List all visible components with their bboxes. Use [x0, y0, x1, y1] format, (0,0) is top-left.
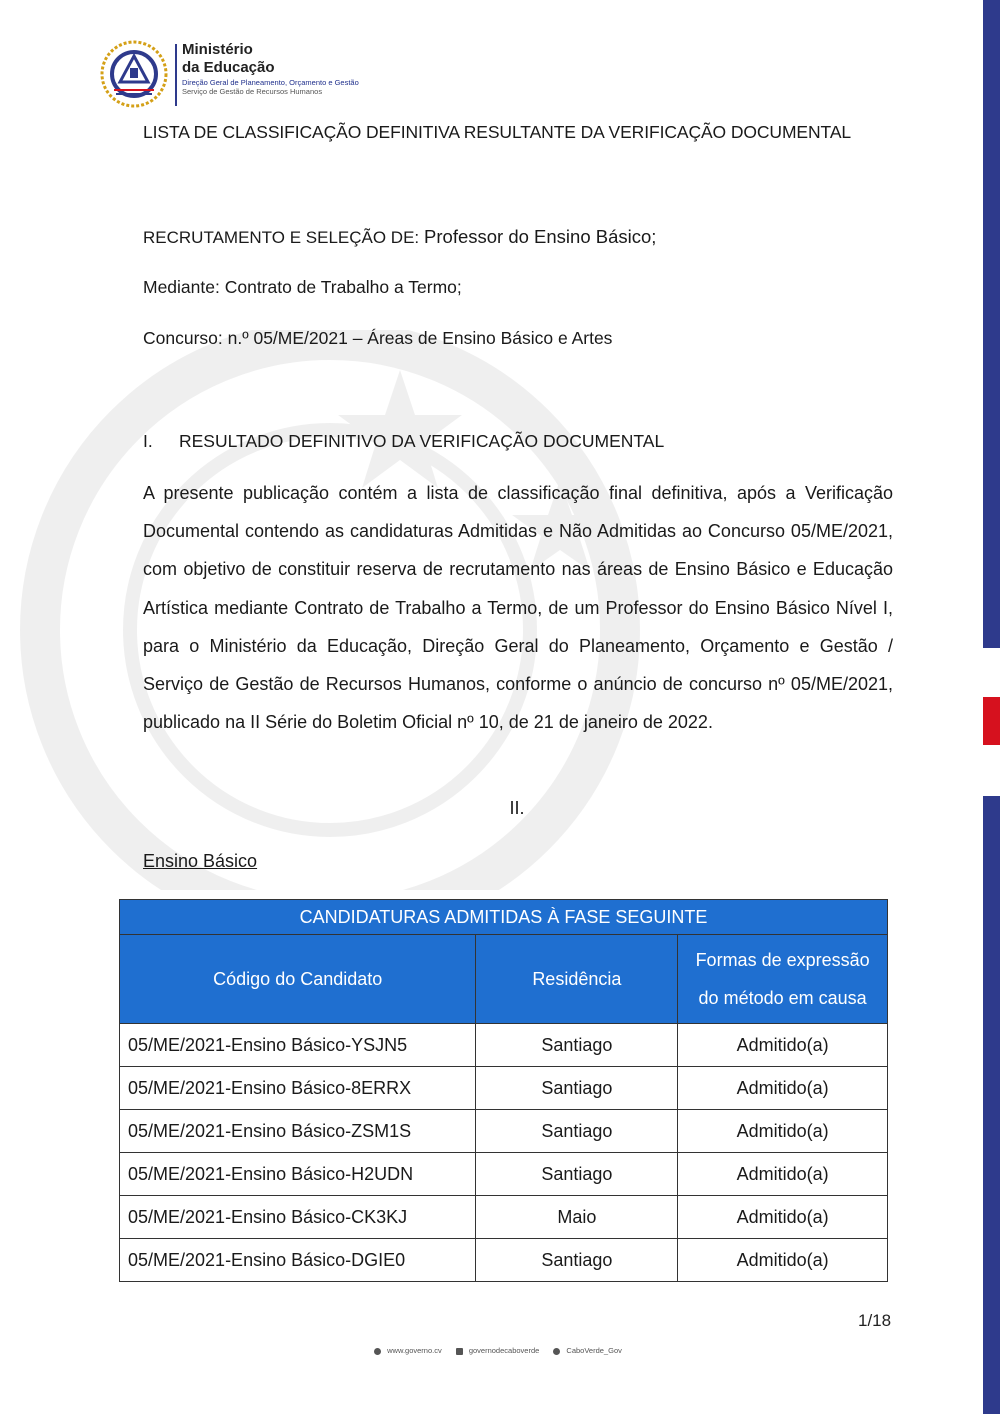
column-header-code: Código do Candidato — [120, 935, 476, 1024]
concurso-line: Concurso: n.º 05/ME/2021 – Áreas de Ensino Básico e Artes — [143, 328, 613, 348]
table-row — [120, 1153, 888, 1196]
footer-website-text: www.governo.cv — [387, 1346, 442, 1355]
ministry-header — [182, 42, 359, 95]
table-row — [120, 1024, 888, 1067]
candidate-status: Admitido(a) — [678, 1110, 888, 1153]
section-1-heading — [143, 431, 664, 452]
table-caption: CANDIDATURAS ADMITIDAS À FASE SEGUINTE — [120, 900, 888, 935]
edge-bar-blue-bottom — [983, 796, 1000, 1414]
subheading-ensino-basico: Ensino Básico — [143, 851, 258, 871]
candidate-status: Admitido(a) — [678, 1196, 888, 1239]
candidate-code: 05/ME/2021-Ensino Básico-YSJN5 — [120, 1024, 476, 1067]
candidate-residence: Santiago — [476, 1024, 678, 1067]
column-header-forms-line2: do método em causa — [698, 988, 867, 1008]
candidate-residence: Santiago — [476, 1110, 678, 1153]
edge-bar-blue-top — [983, 0, 1000, 648]
cabo-verde-coat-of-arms-icon — [100, 40, 168, 108]
edge-bar-red — [983, 697, 1000, 745]
document-title: LISTA DE CLASSIFICAÇÃO DEFINITIVA RESULTANTE DA VERIFICAÇÃO DOCUMENTAL — [143, 122, 852, 142]
candidate-residence: Maio — [476, 1196, 678, 1239]
candidate-code: 05/ME/2021-Ensino Básico-H2UDN — [120, 1153, 476, 1196]
section-1-number: I. — [143, 431, 153, 451]
footer-twitter-text: CaboVerde_Gov — [566, 1346, 622, 1355]
candidate-code: 05/ME/2021-Ensino Básico-ZSM1S — [120, 1110, 476, 1153]
section-2-number: II. — [509, 798, 525, 818]
facebook-icon — [456, 1348, 463, 1355]
candidate-status: Admitido(a) — [678, 1153, 888, 1196]
footer-website[interactable] — [374, 1346, 446, 1355]
section-1-title: RESULTADO DEFINITIVO DA VERIFICAÇÃO DOCUMENTAL — [179, 431, 665, 451]
candidate-code: 05/ME/2021-Ensino Básico-8ERRX — [120, 1067, 476, 1110]
globe-icon — [374, 1348, 381, 1355]
department-line1: Direção Geral de Planeamento, Orçamento e Gestão — [182, 78, 359, 87]
logo-divider — [175, 44, 177, 106]
recruitment-label: RECRUTAMENTO E SELEÇÃO DE: — [143, 228, 420, 247]
candidate-residence: Santiago — [476, 1239, 678, 1282]
department-line2: Serviço de Gestão de Recursos Humanos — [182, 86, 323, 96]
footer-facebook[interactable] — [456, 1346, 543, 1355]
table-row — [120, 1239, 888, 1282]
ministry-name-line2: da Educação — [182, 59, 275, 76]
footer-twitter[interactable] — [553, 1346, 625, 1355]
candidates-table — [119, 899, 888, 1282]
candidate-residence: Santiago — [476, 1153, 678, 1196]
table-row — [120, 1067, 888, 1110]
footer-facebook-text: governodecaboverde — [468, 1346, 540, 1355]
column-header-residence: Residência — [476, 935, 678, 1024]
body-paragraph: A presente publicação contém a lista de classificação final definitiva, após a Verificação Documental contendo as candidaturas Admitidas e Não Admitidas ao Concurso 05/ME/2021, com objetivo de constituir reserva de recrutamento nas áreas de Ensino Básico e Educação Artística mediante Contrato de Trabalho a Termo, de um Professor do Ensino Básico Nível I, para o Ministério da Educação, Direção Geral do Planeamento, Orçamento e Gestão / Serviço de Gestão de Recursos Humanos, conforme o anúncio de concurso nº 05/ME/2021, publicado na II Série do Boletim Oficial nº 10, de 21 de janeiro de 2022. — [143, 483, 893, 733]
column-header-forms — [678, 935, 888, 1024]
candidate-status: Admitido(a) — [678, 1067, 888, 1110]
candidate-residence: Santiago — [476, 1067, 678, 1110]
candidate-code: 05/ME/2021-Ensino Básico-CK3KJ — [120, 1196, 476, 1239]
recruitment-line — [143, 226, 656, 248]
mediante-line: Mediante: Contrato de Trabalho a Termo; — [143, 277, 462, 297]
ministry-name-line1: Ministério — [182, 41, 253, 58]
table-row — [120, 1196, 888, 1239]
footer — [0, 1346, 1000, 1355]
table-row — [120, 1110, 888, 1153]
candidate-status: Admitido(a) — [678, 1024, 888, 1067]
candidate-code: 05/ME/2021-Ensino Básico-DGIE0 — [120, 1239, 476, 1282]
twitter-icon — [553, 1348, 560, 1355]
column-header-forms-line1: Formas de expressão — [695, 950, 870, 970]
recruitment-value: Professor do Ensino Básico; — [424, 226, 657, 247]
candidate-status: Admitido(a) — [678, 1239, 888, 1282]
page-number: 1/18 — [858, 1311, 892, 1330]
